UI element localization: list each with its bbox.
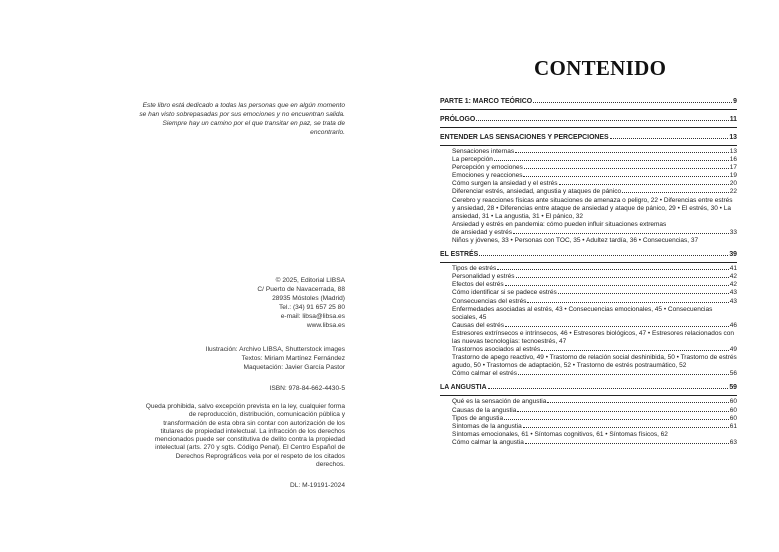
dot-leader xyxy=(517,411,728,412)
dot-leader xyxy=(505,326,729,327)
toc-entry[interactable] xyxy=(440,439,737,447)
toc-entry-label: Cómo identificar si se padece estrés xyxy=(452,289,557,297)
toc-entry-label: Personalidad y estrés xyxy=(452,273,515,281)
toc-section-label: PRÓLOGO xyxy=(440,116,476,123)
toc-entry[interactable] xyxy=(440,265,737,273)
toc-page-number: 9 xyxy=(733,98,737,105)
publisher-line: Tel.: (34) 91 657 25 80 xyxy=(279,304,345,311)
toc-page-number: 41 xyxy=(729,265,737,273)
section-divider xyxy=(440,395,737,396)
right-page xyxy=(390,0,779,552)
section-divider xyxy=(440,109,737,110)
dot-leader xyxy=(558,293,729,294)
toc-section[interactable] xyxy=(440,251,737,261)
dot-leader xyxy=(547,402,728,403)
credits-block xyxy=(206,345,345,372)
toc-entry[interactable] xyxy=(440,148,737,156)
dot-leader xyxy=(518,374,729,375)
table-of-contents xyxy=(440,98,737,447)
toc-page-number: 61 xyxy=(729,422,737,430)
toc-entry-label: Cómo surgen la ansiedad y el estrés xyxy=(452,180,558,188)
toc-page-number: 59 xyxy=(729,384,737,392)
toc-subentries: Enfermedades asociadas al estrés, 43 • Consecuencias emocionales, 45 • Consecuencias sociales, 45 xyxy=(452,305,713,321)
dot-leader xyxy=(610,138,729,139)
toc-entry[interactable] xyxy=(440,407,737,415)
toc-entry-label: Qué es la sensación de angustia xyxy=(452,398,547,406)
toc-entry-label: Sensaciones internas xyxy=(452,148,515,155)
dot-leader xyxy=(479,255,728,256)
toc-entry-label: de ansiedad y estrés xyxy=(452,228,512,236)
credit-line: Ilustración: Archivo LIBSA, Shutterstock images xyxy=(205,346,345,353)
toc-section-label: LA ANGUSTIA xyxy=(440,384,487,392)
toc-page-number: 16 xyxy=(729,156,737,164)
publisher-block xyxy=(257,276,345,330)
dot-leader xyxy=(515,152,729,153)
toc-page-number: 20 xyxy=(729,180,737,188)
toc-entry[interactable] xyxy=(440,180,737,188)
left-page xyxy=(0,0,389,552)
toc-section[interactable] xyxy=(440,384,737,394)
dot-leader xyxy=(497,269,729,270)
toc-entry[interactable] xyxy=(440,229,737,237)
toc-entry[interactable] xyxy=(440,164,737,172)
toc-entry-label: Tipos de estrés xyxy=(452,265,497,273)
section-divider xyxy=(440,262,737,263)
toc-section-label: ENTENDER LAS SENSACIONES Y PERCEPCIONES xyxy=(440,134,609,141)
toc-page-number: 46 xyxy=(729,321,737,329)
credit-line: Maquetación: Javier García Pastor xyxy=(243,364,345,371)
toc-entry-label: La percepción xyxy=(452,156,493,164)
dot-leader xyxy=(523,176,728,177)
dot-leader xyxy=(476,120,728,121)
toc-page-number: 60 xyxy=(729,406,737,414)
toc-entry[interactable] xyxy=(440,289,737,297)
dot-leader xyxy=(533,102,732,103)
toc-page-number: 42 xyxy=(729,273,737,281)
dot-leader xyxy=(516,277,729,278)
dot-leader xyxy=(523,427,729,428)
toc-page-number: 13 xyxy=(729,148,737,155)
toc-entry-label: Causas de la angustia xyxy=(452,406,517,414)
dot-leader xyxy=(622,192,729,193)
toc-entry-label: Percepción y emociones xyxy=(452,164,523,172)
toc-page-number: 33 xyxy=(729,228,737,236)
toc-page-number: 22 xyxy=(729,188,737,196)
toc-entry-label: Trastornos asociados al estrés xyxy=(452,346,541,354)
section-divider xyxy=(440,145,737,146)
toc-entry[interactable] xyxy=(440,346,737,354)
dedication-text: Este libro está dedicado a todas las personas que en algún momento se han visto sobrepasadas por sus emociones y no encuentran salida. Siempre hay un camino por el que transitar en paz, se trata de encontrarlo. xyxy=(139,102,345,137)
dot-leader xyxy=(504,419,729,420)
toc-entry-label: Tipos de angustia xyxy=(452,414,504,422)
dot-leader xyxy=(527,302,728,303)
credit-line: Textos: Miriam Martínez Fernández xyxy=(241,355,345,362)
toc-subentries: Síntomas emocionales, 61 • Síntomas cognitivos, 61 • Síntomas físicos, 62 xyxy=(452,430,668,438)
publisher-line: 28935 Móstoles (Madrid) xyxy=(272,295,345,302)
toc-entry-label: Efectos del estrés xyxy=(452,281,504,289)
toc-page-number: 49 xyxy=(729,346,737,354)
isbn: ISBN: 978-84-662-4430-5 xyxy=(269,385,345,392)
dot-leader xyxy=(505,285,729,286)
dot-leader xyxy=(559,184,729,185)
toc-entry[interactable] xyxy=(440,398,737,406)
toc-page-number: 63 xyxy=(729,438,737,446)
toc-entry[interactable] xyxy=(440,281,737,289)
page-title: CONTENIDO xyxy=(534,56,667,80)
toc-section[interactable] xyxy=(440,116,737,126)
section-divider xyxy=(440,127,737,128)
toc-page-number: 11 xyxy=(729,116,737,123)
toc-entry[interactable] xyxy=(440,322,737,330)
publisher-line: © 2025, Editorial LIBSA xyxy=(275,277,345,284)
toc-page-number: 17 xyxy=(729,164,737,172)
toc-page-number: 60 xyxy=(729,398,737,406)
toc-page-number: 42 xyxy=(729,281,737,289)
toc-section[interactable] xyxy=(440,134,737,144)
toc-subentries: Estresores extrínsecos e intrínsecos, 46 • Estresores biológicos, 47 • Estresores relacionados con las nuevas tecnologías: tecnoestrés, 47 xyxy=(452,329,735,345)
toc-subentries: Cerebro y reacciones físicas ante situaciones de amenaza o peligro, 22 • Diferencias entre estrés y ansiedad, 28 • Diferencias entre ataque de ansiedad y ataque de pánico, 29 • El estrés, 30 • La ansiedad, 31 • La angustia, 31 • El pánico, 32 xyxy=(452,196,733,220)
dot-leader xyxy=(513,233,729,234)
toc-entry[interactable] xyxy=(440,172,737,180)
toc-entry[interactable] xyxy=(440,298,737,306)
toc-entry[interactable] xyxy=(440,370,737,378)
toc-entry[interactable] xyxy=(440,156,737,164)
toc-section-label: PARTE 1: MARCO TEÓRICO xyxy=(440,98,533,105)
dot-leader xyxy=(525,443,729,444)
dot-leader xyxy=(524,168,729,169)
toc-page-number: 60 xyxy=(729,414,737,422)
dot-leader xyxy=(488,388,729,389)
toc-entry[interactable] xyxy=(440,188,737,196)
dot-leader xyxy=(494,160,729,161)
legal-deposit: DL: M-19191-2024 xyxy=(290,482,345,489)
toc-subentries: Trastorno de apego reactivo, 49 • Trastorno de relación social deshinibida, 50 • Trastorno de estrés agudo, 50 • Trastornos de adaptación, 52 • Trastorno de estrés postraumático, 52 xyxy=(452,354,737,370)
toc-page-number: 13 xyxy=(729,134,737,141)
dot-leader xyxy=(541,350,728,351)
publisher-line: www.libsa.es xyxy=(306,322,345,329)
toc-entry[interactable] xyxy=(440,273,737,281)
toc-entry-label: Diferenciar estrés, ansiedad, angustia y ataques de pánico xyxy=(452,188,622,196)
toc-page-number: 56 xyxy=(729,370,737,378)
toc-entry-label[interactable]: Ansiedad y estrés en pandemia: cómo pueden influir situaciones extremas xyxy=(452,220,667,228)
toc-section-label: EL ESTRÉS xyxy=(440,251,479,259)
toc-entry[interactable] xyxy=(440,415,737,423)
toc-entry-label: Consecuencias del estrés xyxy=(452,297,527,305)
toc-entry-label: Cómo calmar el estrés xyxy=(452,370,518,378)
legal-notice: Queda prohibida, salvo excepción prevista en la ley, cualquier forma de reproducción, distribución, comunicación pública y transformación de esta obra sin contar con autorización de los titulares de propiedad intelectual. La infracción de los derechos mencionados puede ser constitutiva de delito contra la propiedad intelectual (arts. 270 y sgts. Código Penal). El Centro Español de Derechos Reprográficos vela por el respeto de los citados derechos. xyxy=(145,403,345,469)
toc-entry-label: Emociones y reacciones xyxy=(452,172,523,180)
toc-page-number: 43 xyxy=(729,297,737,305)
toc-subentries: Niños y jóvenes, 33 • Personas con TOC, 35 • Adultez tardía, 36 • Consecuencias, 37 xyxy=(452,237,699,245)
toc-entry-label: Cómo calmar la angustia xyxy=(452,438,524,446)
toc-page-number: 19 xyxy=(729,172,737,180)
toc-page-number: 43 xyxy=(729,289,737,297)
toc-entry-label: Causas del estrés xyxy=(452,321,505,329)
toc-entry-label: Síntomas de la angustia xyxy=(452,422,522,430)
toc-page-number: 39 xyxy=(729,251,737,259)
toc-section[interactable] xyxy=(440,98,737,108)
publisher-line: C/ Puerto de Navacerrada, 88 xyxy=(257,286,345,293)
publisher-line: e-mail: libsa@libsa.es xyxy=(280,313,345,320)
toc-entry[interactable] xyxy=(440,423,737,431)
